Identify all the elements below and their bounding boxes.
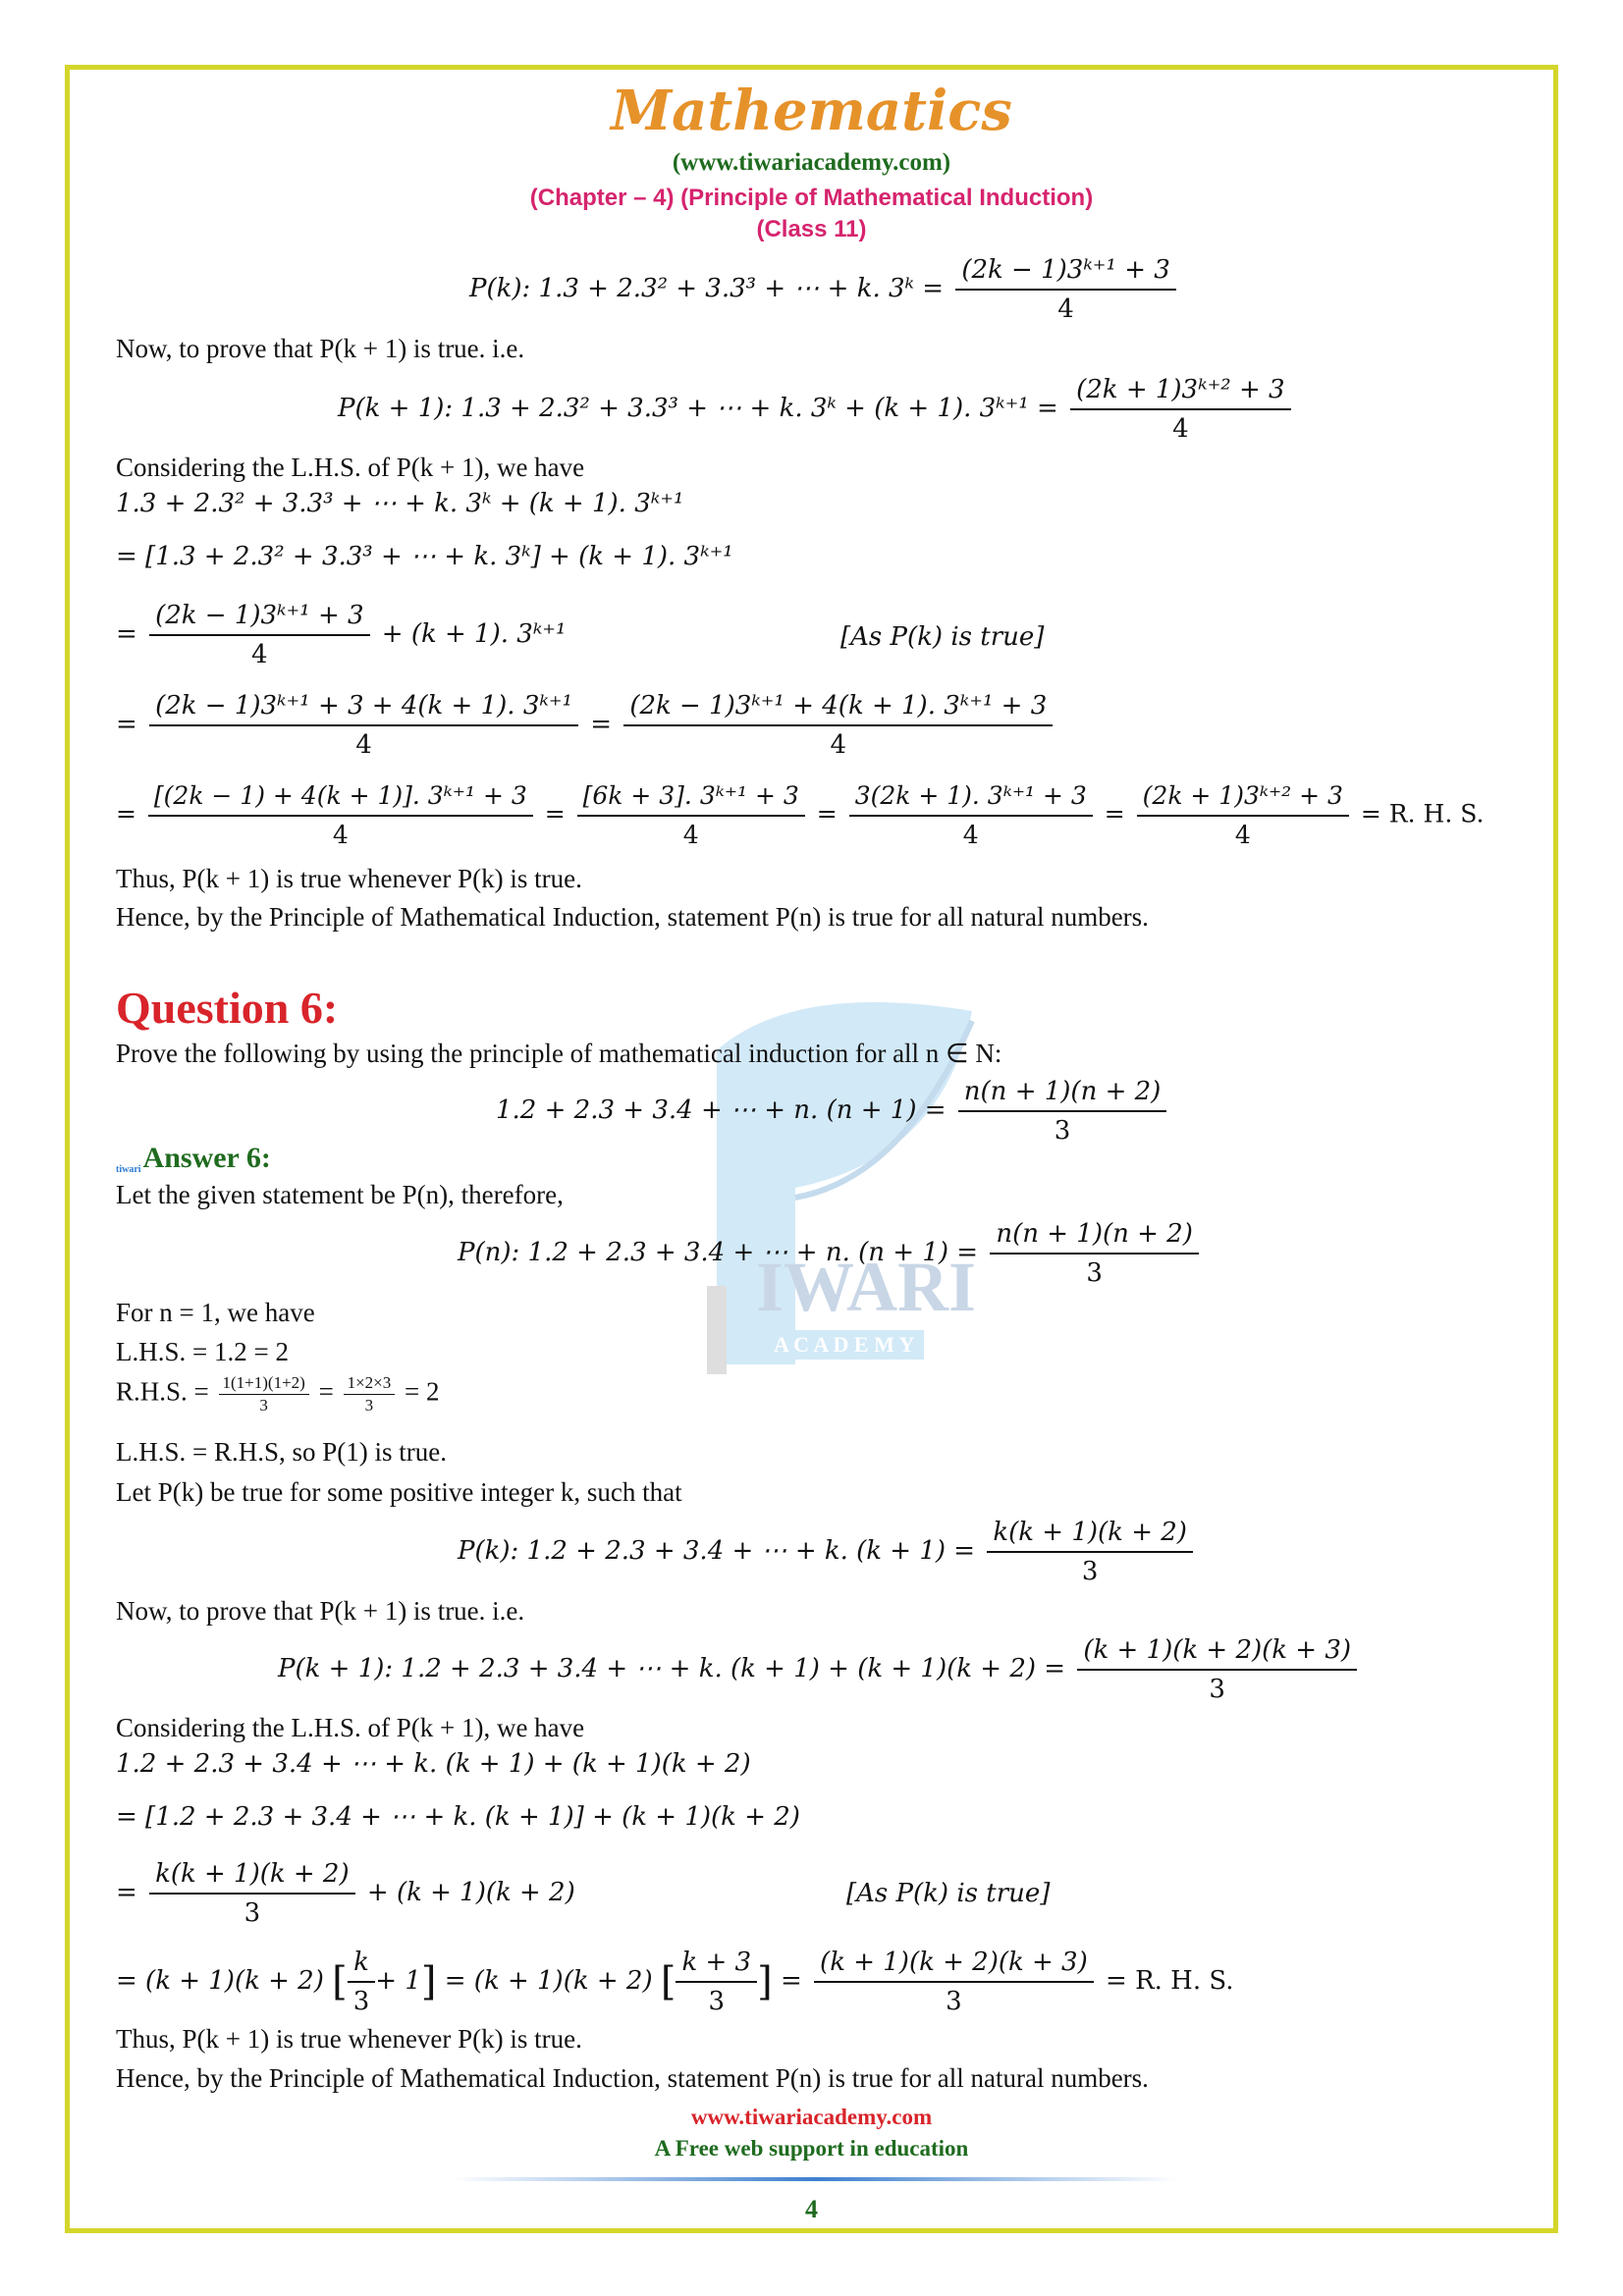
p1-s4-num2: (2k − 1)3ᵏ⁺¹ + 4(k + 1). 3ᵏ⁺¹ + 3 <box>623 687 1053 726</box>
a6-rhs-end: = 2 <box>405 1376 440 1407</box>
p1-pk1-num: (2k + 1)3ᵏ⁺² + 3 <box>1070 371 1290 410</box>
a6-step4: = (k + 1)(k + 2) [ $\frac{k}{3}$ + 1] = (k + 1)(k + 2) [ $\frac{k + 3}{3}$ ] = $\frac{(k + 1)(k + 2)(k + 3)}{3}$ = R. H. S. <box>116 1944 1234 2020</box>
a6-s4-frac3 <box>814 1944 1094 2020</box>
a6-let-given: Let the given statement be P(n), therefore, <box>116 1180 564 1209</box>
a6-hence: Hence, by the Principle of Mathematical Induction, statement P(n) is true for all natural numbers. <box>116 2063 1149 2093</box>
a6-pn-lhs: P(n): 1.2 + 2.3 + 3.4 + ⋯ + n. (n + 1) = <box>458 1238 979 1267</box>
p1-s5-frac3 <box>849 777 1093 854</box>
a6-step3: = $\frac{k(k + 1)(k + 2)}{3}$ + (k + 1)(k + 2) <box>116 1855 575 1932</box>
p1-s3-note: [As P(k) is true] <box>840 622 1045 652</box>
a6-rhs-num2: 1×2×3 <box>344 1372 396 1395</box>
a6-pn-den: 3 <box>1086 1258 1103 1288</box>
a6-pn-equation <box>458 1215 1203 1292</box>
a6-pn-num: n(n + 1)(n + 2) <box>990 1215 1199 1255</box>
a6-p1-true: L.H.S. = R.H.S, so P(1) is true. <box>116 1437 447 1467</box>
a6-pk1-equation <box>278 1631 1361 1708</box>
a6-s3-frac <box>149 1855 355 1932</box>
page-number: 4 <box>805 2195 818 2223</box>
p1-hence: Hence, by the Principle of Mathematical Induction, statement P(n) is true for all natural numbers. <box>116 902 1149 932</box>
p1-pk-lhs: P(k): 1.3 + 2.3² + 3.3³ + ⋯ + k. 3ᵏ = <box>469 274 945 303</box>
a6-pk-frac <box>987 1514 1193 1590</box>
a6-s3-rest: + (k + 1)(k + 2) <box>366 1878 575 1907</box>
a6-pk1-den: 3 <box>1209 1675 1225 1704</box>
p1-s5-num3: 3(2k + 1). 3ᵏ⁺¹ + 3 <box>849 777 1093 817</box>
p1-s4-num1: (2k − 1)3ᵏ⁺¹ + 3 + 4(k + 1). 3ᵏ⁺¹ <box>149 687 578 726</box>
a6-rhs-num1: 1(1+1)(1+2) <box>219 1372 309 1395</box>
a6-s4-b: = (k + 1)(k + 2) <box>444 1966 653 1996</box>
a6-pk-num: k(k + 1)(k + 2) <box>987 1514 1193 1553</box>
p1-s4-den1: 4 <box>355 730 372 760</box>
a6-pk-lhs: P(k): 1.2 + 2.3 + 3.4 + ⋯ + k. (k + 1) = <box>458 1536 976 1566</box>
p1-lhs1: 1.3 + 2.3² + 3.3³ + ⋯ + k. 3ᵏ + (k + 1). 3ᵏ⁺¹ <box>116 489 684 518</box>
p1-s5-num4: (2k + 1)3ᵏ⁺² + 3 <box>1137 777 1349 817</box>
footer-site: www.tiwariacademy.com <box>690 2105 933 2129</box>
p1-s5-den2: 4 <box>682 821 699 849</box>
a6-pk1-lhs: P(k + 1): 1.2 + 2.3 + 3.4 + ⋯ + k. (k + 1) + (k + 1)(k + 2) = <box>278 1654 1066 1683</box>
a6-rhs-den2: 3 <box>364 1396 374 1415</box>
p1-s3-rest: + (k + 1). 3ᵏ⁺¹ <box>381 619 567 649</box>
p1-s4-den2: 4 <box>830 730 847 760</box>
p1-step5: = $\frac{\text{[(2k − 1) + 4(k + 1)]. 3ᵏ⁺¹ + 3}}{4}$ = $\frac{\text{[6k + 3]. 3ᵏ⁺¹ + 3}}{4}$ = $\frac{\text{3(2k + 1). 3ᵏ⁺¹ + 3}}{4}$ = $\frac{\text{(2k + 1)3ᵏ⁺² + 3}}{4}$ = R. H. S. <box>116 777 1484 854</box>
p1-s5-den4: 4 <box>1234 821 1251 849</box>
p1-considering: Considering the L.H.S. of P(k + 1), we have <box>116 453 585 482</box>
a6-pk-den: 3 <box>1081 1557 1099 1586</box>
a6-s3-note: [As P(k) is true] <box>846 1879 1051 1908</box>
p1-s3-den: 4 <box>251 640 268 669</box>
p1-s5-end: = R. H. S. <box>1360 799 1485 828</box>
p1-pk1-frac <box>1070 371 1290 448</box>
a6-s4-f1-num: k <box>348 1944 376 1983</box>
a6-s4-frac2 <box>676 1944 757 2020</box>
a6-rhs-den1: 3 <box>259 1396 268 1415</box>
a6-lhs1: 1.2 + 2.3 + 3.4 + ⋯ + k. (k + 1) + (k + 1)(k + 2) <box>116 1749 751 1779</box>
q6-prompt: Prove the following by using the principle of mathematical induction for all n ∈ N: <box>116 1039 1002 1068</box>
footer-tagline: A Free web support in education <box>654 2136 969 2161</box>
a6-s4-f3-num: (k + 1)(k + 2)(k + 3) <box>814 1944 1094 1983</box>
p1-s5-num2: [6k + 3]. 3ᵏ⁺¹ + 3 <box>577 777 805 817</box>
question-6-heading: Question 6: <box>116 983 339 1033</box>
p1-pk1-lhs: P(k + 1): 1.3 + 2.3² + 3.3³ + ⋯ + k. 3ᵏ + (k + 1). 3ᵏ⁺¹ = <box>338 394 1058 423</box>
p1-now-prove: Now, to prove that P(k + 1) is true. i.e. <box>116 334 525 363</box>
a6-rhs-frac2 <box>344 1372 396 1416</box>
a6-s4-end: = R. H. S. <box>1106 1966 1234 1996</box>
answer-6-heading <box>116 1142 271 1175</box>
watermark-word: IWARI <box>756 1248 977 1326</box>
q6-stmt-frac <box>958 1073 1167 1149</box>
header-site: (www.tiwariacademy.com) <box>672 149 951 176</box>
a6-s4-frac1 <box>348 1944 376 2020</box>
q6-stmt-lhs: 1.2 + 2.3 + 3.4 + ⋯ + n. (n + 1) = <box>496 1095 947 1125</box>
p1-pk-frac <box>955 251 1175 328</box>
a6-s3-num: k(k + 1)(k + 2) <box>149 1855 355 1895</box>
p1-lhs2: = [1.3 + 2.3² + 3.3³ + ⋯ + k. 3ᵏ] + (k + 1). 3ᵏ⁺¹ <box>116 542 733 571</box>
a6-s4-f2-den: 3 <box>708 1987 726 2016</box>
p1-s5-frac4 <box>1137 777 1349 854</box>
a6-let-pk: Let P(k) be true for some positive integer k, such that <box>116 1477 682 1507</box>
p1-step3: = $\frac{\text{(2k − 1)3ᵏ⁺¹ + 3}}{4}$ + (k + 1). 3ᵏ⁺¹ <box>116 597 566 673</box>
a6-s4-a: = (k + 1)(k + 2) <box>116 1966 324 1996</box>
a6-lhs-val: L.H.S. = 1.2 = 2 <box>116 1337 289 1366</box>
p1-pk-num: (2k − 1)3ᵏ⁺¹ + 3 <box>955 251 1175 291</box>
a6-thus: Thus, P(k + 1) is true whenever P(k) is true. <box>116 2024 582 2054</box>
footer-divider <box>452 2177 1178 2181</box>
watermark-sub: A C A D E M Y <box>764 1330 924 1360</box>
p1-pk1-den: 4 <box>1172 414 1189 444</box>
p1-s5-den1: 4 <box>332 821 349 849</box>
a6-s3-den: 3 <box>243 1898 261 1928</box>
p1-s5-frac1 <box>148 777 533 854</box>
a6-rhs-val: R.H.S. = $\frac{1(1+1)(1+2)}{3}$ = $\frac{1\times 2\times 3}{3}$ = 2 <box>116 1373 440 1415</box>
a6-for-n1: For n = 1, we have <box>116 1298 315 1327</box>
a6-s4-f1-rest: + 1 <box>375 1966 421 1996</box>
a6-s4-f3-den: 3 <box>946 1987 962 2016</box>
p1-s4-frac2 <box>623 687 1053 764</box>
p1-s3-frac <box>149 597 369 673</box>
tiwari-logo-icon: tiwari <box>116 1164 141 1175</box>
p1-thus: Thus, P(k + 1) is true whenever P(k) is true. <box>116 864 582 893</box>
q6-stmt-den: 3 <box>1054 1116 1071 1146</box>
a6-now-prove: Now, to prove that P(k + 1) is true. i.e. <box>116 1596 525 1626</box>
p1-s4-frac1 <box>149 687 578 764</box>
a6-considering: Considering the L.H.S. of P(k + 1), we have <box>116 1713 585 1742</box>
a6-s4-f1-den: 3 <box>352 1987 370 2016</box>
p1-s5-num1: [(2k − 1) + 4(k + 1)]. 3ᵏ⁺¹ + 3 <box>148 777 533 817</box>
a6-rhs-label: R.H.S. = <box>116 1376 209 1407</box>
p1-s5-den3: 4 <box>962 821 979 849</box>
a6-pk-equation <box>458 1514 1197 1590</box>
class-heading: (Class 11) <box>756 216 867 242</box>
a6-pk1-num: (k + 1)(k + 2)(k + 3) <box>1077 1631 1357 1671</box>
page-title: Mathematics <box>611 79 1012 143</box>
q6-stmt-num: n(n + 1)(n + 2) <box>958 1073 1167 1112</box>
p1-s5-frac2 <box>577 777 805 854</box>
a6-rhs-frac1 <box>219 1372 309 1416</box>
p1-pk-equation <box>469 251 1180 328</box>
p1-pk1-equation <box>338 371 1295 448</box>
chapter-heading: (Chapter – 4) (Principle of Mathematical Induction) <box>529 185 1094 211</box>
answer-6-label: Answer 6: <box>142 1142 271 1174</box>
a6-lhs2: = [1.2 + 2.3 + 3.4 + ⋯ + k. (k + 1)] + (k + 1)(k + 2) <box>116 1802 800 1832</box>
p1-pk-den: 4 <box>1057 294 1074 324</box>
p1-step4: = $\frac{\text{(2k − 1)3ᵏ⁺¹ + 3 + 4(k + 1). 3ᵏ⁺¹}}{4}$ = $\frac{\text{(2k − 1)3ᵏ⁺¹ + 4(k + 1). 3ᵏ⁺¹ + 3}}{4}$ <box>116 687 1056 764</box>
p1-s3-num: (2k − 1)3ᵏ⁺¹ + 3 <box>149 597 369 636</box>
a6-pk1-frac <box>1077 1631 1357 1708</box>
a6-pn-frac <box>990 1215 1199 1292</box>
a6-s4-f2-num: k + 3 <box>676 1944 757 1983</box>
q6-statement <box>496 1073 1170 1149</box>
